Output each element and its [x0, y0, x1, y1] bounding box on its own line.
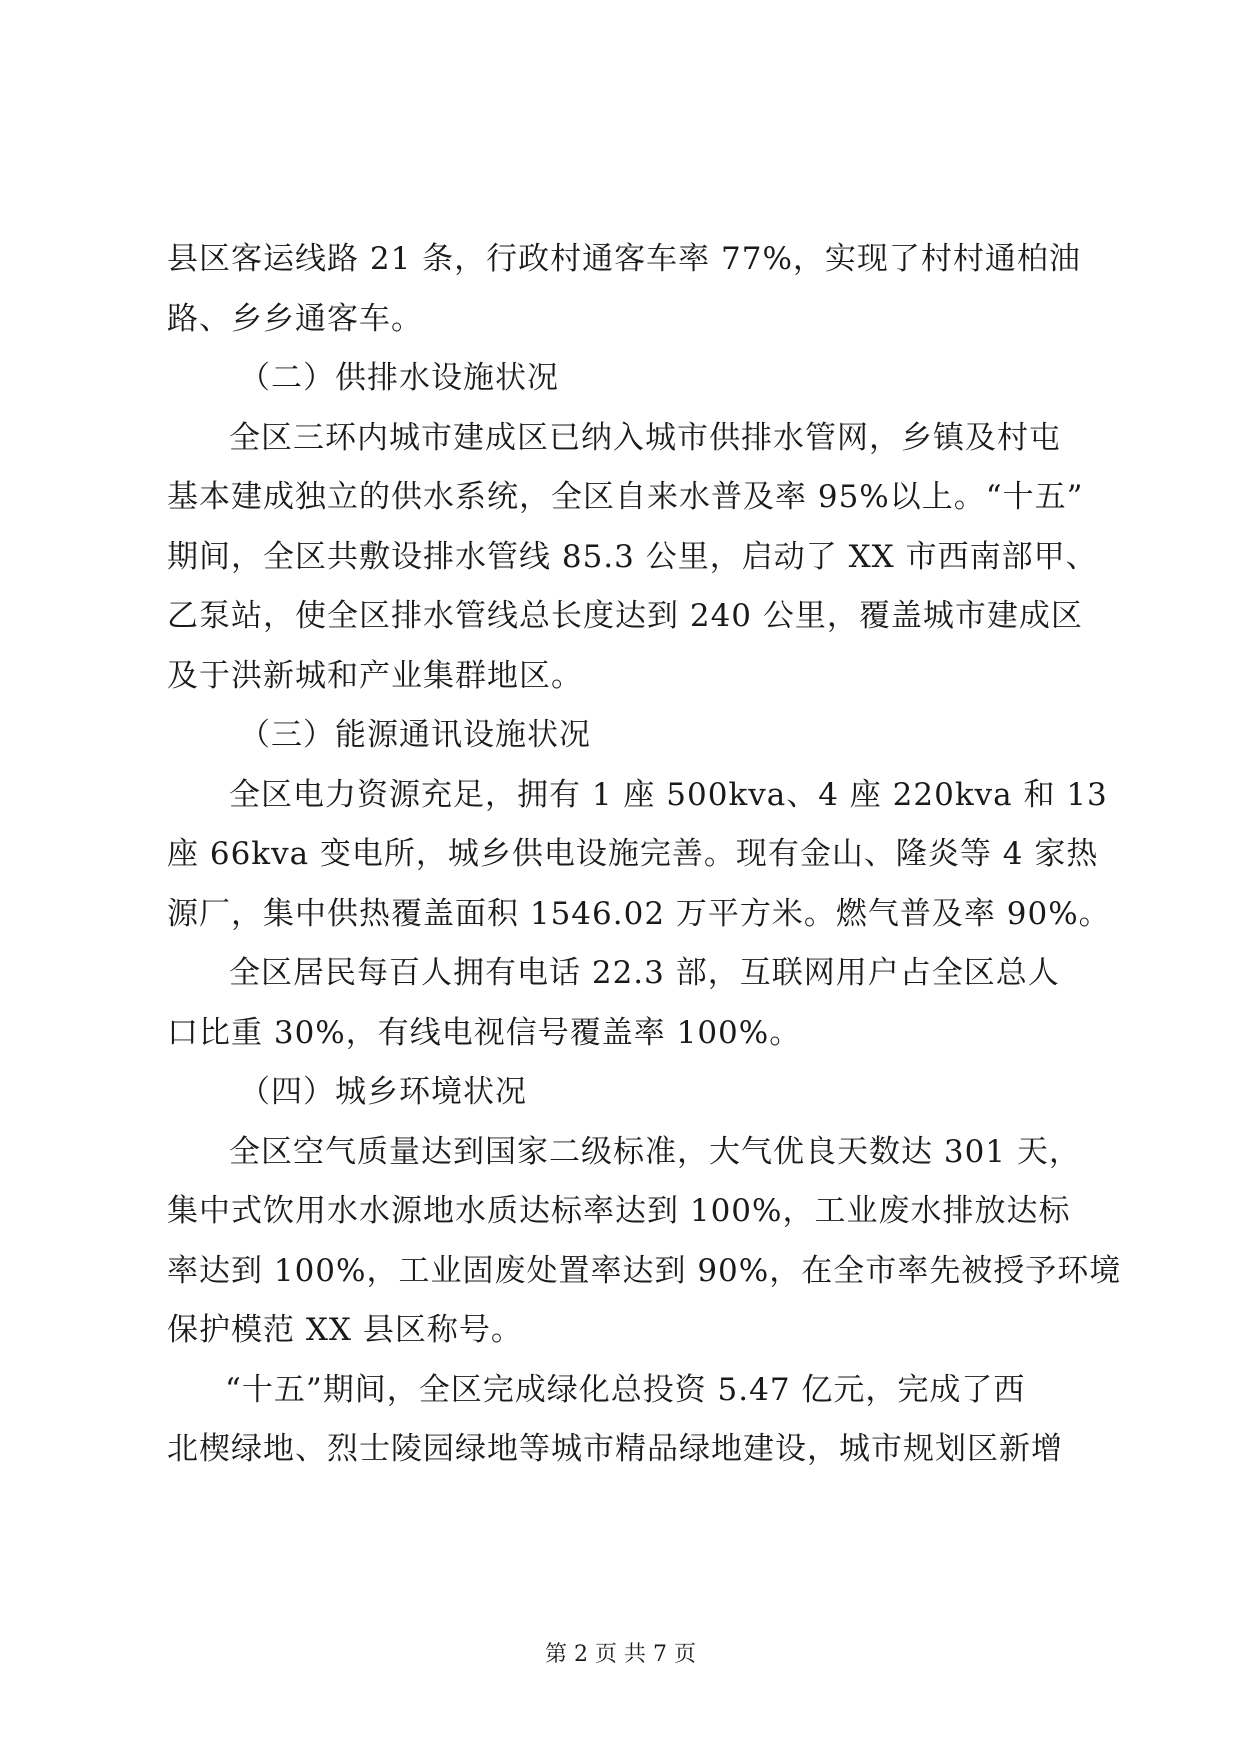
page-number-label: 第 2 页 共 7 页 — [545, 1642, 696, 1667]
section-heading-environment: （四）城乡环境状况 — [239, 1074, 527, 1110]
text-line: 全区居民每百人拥有电话 22.3 部，互联网用户占全区总人 — [229, 955, 1060, 991]
text-line: 路、乡乡通客车。 — [167, 300, 423, 337]
text-line: 全区空气质量达到国家二级标准，大气优良天数达 301 天， — [229, 1133, 1081, 1170]
text-line: 及于洪新城和产业集群地区。 — [167, 657, 583, 694]
text-line: 集中式饮用水水源地水质达标率达到 100%，工业废水排放达标 — [167, 1193, 1071, 1229]
section-heading-water: （二）供排水设施状况 — [239, 360, 559, 396]
text-line: 口比重 30%，有线电视信号覆盖率 100%。 — [167, 1014, 802, 1051]
section-heading-energy: （三）能源通讯设施状况 — [239, 717, 591, 753]
text-line: 县区客运线路 21 条，行政村通客车率 77%，实现了村村通柏油 — [167, 241, 1081, 277]
text-line: 源厂，集中供热覆盖面积 1546.02 万平方米。燃气普及率 90%。 — [167, 895, 1111, 932]
page-footer — [0, 1640, 1241, 1670]
text-line: 乙泵站，使全区排水管线总长度达到 240 公里，覆盖城市建成区 — [167, 598, 1083, 634]
text-line: “十五”期间，全区完成绿化总投资 5.47 亿元，完成了西 — [225, 1371, 1026, 1408]
text-line: 座 66kva 变电所，城乡供电设施完善。现有金山、隆炎等 4 家热 — [167, 836, 1099, 872]
text-line: 北楔绿地、烈士陵园绿地等城市精品绿地建设，城市规划区新增 — [167, 1431, 1063, 1467]
text-line: 保护模范 XX 县区称号。 — [167, 1312, 523, 1348]
document-body — [167, 230, 1122, 1480]
text-line: 期间，全区共敷设排水管线 85.3 公里，启动了 XX 市西南部甲、 — [167, 538, 1098, 575]
text-line: 全区电力资源充足，拥有 1 座 500kva、4 座 220kva 和 13 — [229, 776, 1108, 813]
text-line: 基本建成独立的供水系统，全区自来水普及率 95%以上。“十五” — [167, 479, 1084, 515]
text-line: 全区三环内城市建成区已纳入城市供排水管网，乡镇及村屯 — [229, 419, 1061, 456]
text-line: 率达到 100%，工业固废处置率达到 90%，在全市率先被授予环境 — [167, 1252, 1122, 1289]
